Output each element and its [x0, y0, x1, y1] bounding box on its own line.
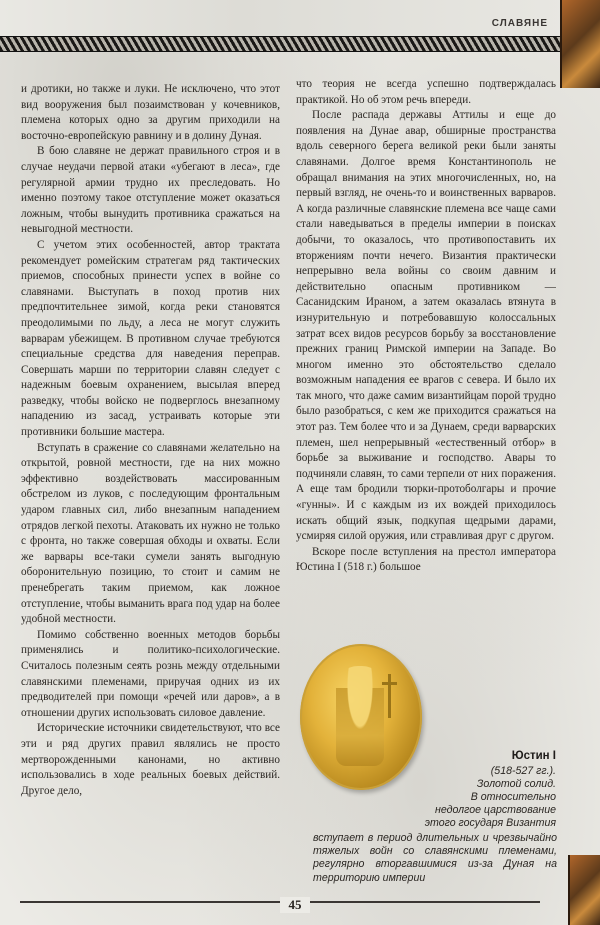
caption-title: Юстин I — [511, 750, 556, 762]
paragraph: Вступать в сражение со славянами желательно на открытой, ровной местности, где на них можно эффективно воздействовать массированным обстрелом из луков, с последующим фронтальным ударом главных сил, либо внезапным нападением отрядов легкой пехоты. Атаковать их нужно не только с фронта, но также совершая обходы и охваты. Если же варвары все-таки сумели занять выгодную оборонительную позицию, то стоит и самим не пренебрегать таким приемом, как ложное отступление, чтобы выманить врага под удар на более удобной местности. — [21, 441, 280, 626]
section-title: СЛАВЯНЕ — [491, 18, 548, 29]
caption-line: этого государя Византия — [424, 817, 556, 829]
caption-line: недолгое царствование — [435, 804, 556, 816]
paragraph: Помимо собственно военных методов борьбы применялись и политико-психологические. Считалось полезным сеять рознь между отдельными славянскими племенами, приручая одних из их предводителей при помощи «речей или даров», а в отношении других использовать силовое давление. — [21, 628, 280, 719]
paragraph: и дротики, но также и луки. Не исключено, что этот вид вооружения был позаимствован у кочевников, племена которых одно за другим приходили на восточно-европейскую равнину и в долину Дуная. — [21, 83, 280, 142]
right-column — [296, 77, 556, 627]
paragraph: С учетом этих особенностей, автор трактата рекомендует ромейским стратегам ряд тактических приемов, способных принести успех в войне со славянами. Выступать в поход против них предпочтительнее зимой, когда реки становятся преодолимыми по льду, а леса не могут служить варварам убежищем. В противном случае требуются специальные средства для наведения переправ. Совершать марши по территории славян следует с надежным боевым охранением, высылая вперед разведку, чтобы войско не подверглось внезапному нападению из засад, устраивать которые эти противники большие мастера. — [21, 238, 280, 439]
left-column — [21, 82, 280, 902]
paragraph: Исторические источники свидетельствуют, что все эти и ряд других правил являлись не просто мертворожденными канонами, но активно использовались в ходе реальных боевых действий. Другое дело, — [21, 722, 280, 797]
page-number: 45 — [280, 897, 310, 913]
caption-line: В относительно — [470, 791, 556, 803]
ornament-border — [0, 36, 560, 52]
paragraph: В бою славяне не держат правильного строя и в случае неудачи первой атаки «убегают в леса», где регулярной армии трудно их преследовать. Но именно поэтому такое отступление может оказаться ложным, чтобы вынудить противника сражаться на невыгодной местности. — [21, 145, 280, 236]
paragraph: что теория не всегда успешно подтверждалась практикой. Но об этом речь впереди. — [296, 78, 556, 106]
corner-ornament-top — [560, 0, 600, 88]
caption-line: Золотой солид. — [476, 778, 556, 790]
paragraph: Вскоре после вступления на престол императора Юстина I (518 г.) большое — [296, 545, 556, 574]
cross-icon — [388, 674, 391, 718]
corner-ornament-bottom — [568, 855, 600, 925]
emperor-figure — [336, 666, 384, 766]
caption-line: (518-527 гг.). — [490, 765, 556, 777]
caption-line: вступает в период длительных и чрезвычайно тяжелых войн со славянскими племенами, регулярно вторгавшимися из-за Дуная на территорию империи — [313, 832, 557, 884]
gold-solidus-image — [300, 644, 422, 790]
paragraph: После распада державы Аттилы и еще до появления на Дунае авар, обширные пространства вдоль северного берега великой реки были заняты славянами. Долгое время Константинополь не обращал внимания на этих многочисленных, но, на первый взгляд, не очень-то и воинственных варваров. А когда различные славянские племена все чаще сами стали наведываться в пределы империи в поисках добычи, то оказалось, что противопоставить их вторжениям почти нечего. Византия практически непрерывно вела войны со своим давним и действительно опасным противником — Сасанидским Ираном, а затем оказалась втянута в изнурительную и потребовавшую колоссальных затрат всех видов ресурсов борьбу за восстановление прежних границ Римской империи на Западе. Во многом именно это обстоятельство сделало возможным нападения ее врагов с севера. И было их так много, что даже самим византийцам порой трудно было разобраться, с кем же приходится сражаться на этот раз. Тем более что и за Дунаем, среди варварских племен, шел непрерывный «естественный отбор» в борьбе за выживание и господство. Авары то подчиняли славян, то сами терпели от них поражения. А еще там бродили тюрки-протоболгары и прочие «гунны». И с каждым из их вождей приходилось искать общий язык, подкупая щедрыми дарами, усмиряя силой оружия, или стравливая друг с другом. — [296, 109, 556, 543]
